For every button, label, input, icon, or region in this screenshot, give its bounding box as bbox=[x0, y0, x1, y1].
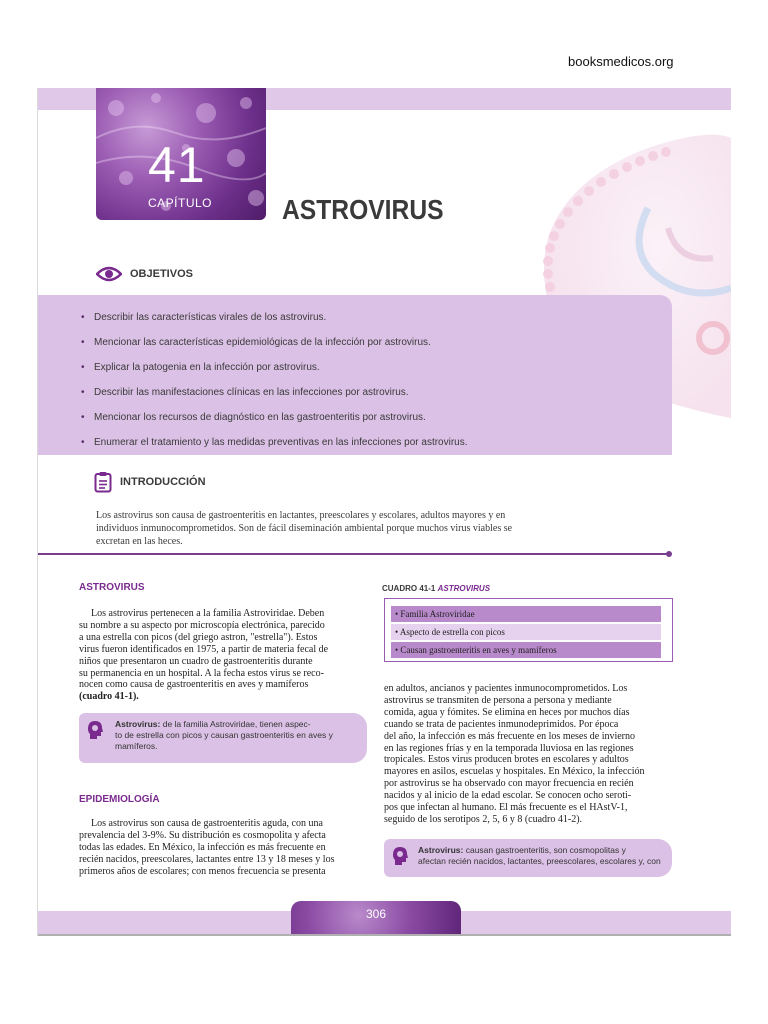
text-line: Los astrovirus pertenecen a la familia Astroviridae. Deben bbox=[91, 608, 325, 619]
text-line: nacidos y al inicio de la edad escolar. Se conocen ocho seroti- bbox=[384, 790, 632, 802]
note-line: mamíferos. bbox=[115, 741, 158, 751]
objetivo-item: • Mencionar las características epidemiológicas de la infección por astrovirus. bbox=[94, 330, 672, 355]
clipboard-icon bbox=[94, 471, 112, 493]
cuadro-table bbox=[384, 598, 673, 662]
note-lead: Astrovirus: bbox=[115, 719, 161, 729]
astrovirus-note bbox=[79, 713, 367, 763]
text-line: recién nacidos, preescolares, lactantes entre 13 y 18 meses y los bbox=[79, 853, 335, 865]
note-line-text: de la familia Astroviridae, tienen aspec- bbox=[162, 719, 311, 729]
objetivos-heading bbox=[96, 266, 193, 282]
chapter-number: 41 bbox=[148, 137, 206, 193]
objetivos-box bbox=[38, 295, 672, 455]
book-page bbox=[38, 88, 731, 936]
text-line: su permanencia en un hospital. A la fecha estos virus se reco- bbox=[79, 667, 324, 679]
note-lead: Astrovirus: bbox=[418, 845, 464, 855]
cuadro-name: ASTROVIRUS bbox=[437, 584, 491, 593]
epidemiologia-heading: EPIDEMIOLOGÍA bbox=[79, 794, 160, 805]
introduccion-label: INTRODUCCIÓN bbox=[120, 476, 206, 488]
objetivo-item: • Explicar la patogenia en la infección por astrovirus. bbox=[94, 355, 672, 380]
eye-icon bbox=[96, 266, 122, 282]
objetivo-item: • Describir las manifestaciones clínicas en las infecciones por astrovirus. bbox=[94, 380, 672, 405]
text-line: virus fueron identificados en 1975, a partir de materia fecal de bbox=[79, 643, 329, 655]
text-line: en las regiones frías y en la temporada lluviosa en las regiones bbox=[384, 742, 634, 754]
head-gear-icon bbox=[85, 719, 105, 741]
watermark-site[interactable]: booksmedicos.org bbox=[568, 54, 674, 69]
objetivo-item: • Mencionar los recursos de diagnóstico en las gastroenteritis por astrovirus. bbox=[94, 405, 672, 430]
note-line bbox=[418, 845, 668, 856]
introduccion-heading bbox=[94, 471, 206, 493]
objetivo-item: • Enumerar el tratamiento y las medidas preventivas en las infecciones por astrovirus. bbox=[94, 430, 672, 455]
cuadro-title bbox=[382, 584, 490, 593]
head-gear-icon bbox=[390, 845, 410, 867]
text-line: tropicales. Estos virus producen brotes en escolares y adultos bbox=[384, 754, 629, 766]
introduccion-text bbox=[96, 509, 616, 548]
note-line bbox=[115, 719, 359, 730]
objetivos-label: OBJETIVOS bbox=[130, 268, 193, 280]
note-text bbox=[418, 845, 668, 867]
cuadro-row: • Causan gastroenteritis en aves y mamíferos bbox=[391, 642, 661, 658]
chapter-title: ASTROVIRUS bbox=[282, 194, 444, 225]
text-line: a una estrella con picos (del griego astron, "estrella"). Estos bbox=[79, 631, 318, 643]
text-line: prevalencia del 3-9%. Su distribución es cosmopolita y afecta bbox=[79, 829, 326, 841]
right-column-text bbox=[384, 683, 672, 826]
astrovirus-heading: ASTROVIRUS bbox=[79, 582, 145, 593]
text-line: cuando se trata de pacientes inmunodeprimidos. Por época bbox=[384, 718, 619, 730]
text-line: del año, la infección es más frecuente en los meses de invierno bbox=[384, 730, 636, 742]
intro-line: excretan en las heces. bbox=[96, 536, 183, 547]
page-number: 306 bbox=[365, 907, 387, 921]
note-line: afectan recién nacidos, lactantes, preescolares, escolares y, con bbox=[418, 856, 661, 866]
text-line: (cuadro 41-1). bbox=[79, 691, 139, 703]
epidemiologia-text bbox=[79, 818, 369, 878]
cuadro-row: • Familia Astroviridae bbox=[391, 606, 661, 622]
text-line: nocen como causa de gastroenteritis en aves y mamíferos bbox=[79, 679, 309, 691]
cuadro-number: CUADRO 41-1 bbox=[382, 584, 436, 593]
text-line: primeros años de escolares; con menos frecuencia se presenta bbox=[79, 865, 326, 877]
objetivo-item: • Describir las características virales de los astrovirus. bbox=[94, 305, 672, 330]
intro-line: Los astrovirus son causa de gastroenteritis en lactantes, preescolares y escolares, adultos mayores y en bbox=[96, 510, 506, 521]
text-line: niños que presentaron un cuadro de gastroenteritis durante bbox=[79, 655, 313, 667]
chapter-badge bbox=[96, 88, 266, 220]
page-bottom-edge bbox=[38, 934, 731, 936]
text-line: todas las edades. En México, la infección es más frecuente en bbox=[79, 841, 326, 853]
divider-dot bbox=[666, 551, 672, 557]
note-text bbox=[115, 719, 359, 752]
text-line: pos que infectan al humano. El más frecuente es el HAstV-1, bbox=[384, 802, 628, 814]
text-line: seguido de los serotipos 2, 5, 6 y 8 (cuadro 41-2). bbox=[384, 813, 583, 825]
text-line: astrovirus se transmiten de persona a persona y mediante bbox=[384, 694, 612, 706]
intro-line: individuos inmunocomprometidos. Son de fácil diseminación ambiental porque muchos virus viables se bbox=[96, 523, 513, 534]
text-line: Los astrovirus son causa de gastroenteritis aguda, con una bbox=[91, 818, 323, 829]
text-line: mayores en asilos, escuelas y hospitales. En México, la infección bbox=[384, 766, 645, 778]
chapter-label: CAPÍTULO bbox=[148, 196, 213, 210]
text-line: en adultos, ancianos y pacientes inmunocomprometidos. Los bbox=[384, 683, 628, 694]
astrovirus-text bbox=[79, 608, 369, 703]
epidemiologia-note bbox=[384, 839, 672, 877]
page-number-tab bbox=[291, 901, 461, 936]
text-line: por astrovirus se ha observado con mayor frecuencia en recién bbox=[384, 778, 634, 790]
objetivos-list bbox=[38, 295, 672, 455]
section-divider bbox=[38, 553, 668, 555]
note-line: to de estrella con picos y causan gastroenteritis en aves y bbox=[115, 730, 333, 740]
cuadro-row: • Aspecto de estrella con picos bbox=[391, 624, 661, 640]
text-line: comida, agua y fómites. Se elimina en heces por muchos días bbox=[384, 706, 630, 718]
note-line-text: causan gastroenteritis, son cosmopolitas y bbox=[465, 845, 626, 855]
text-line: su nombre a su aspecto por microscopía electrónica, parecido bbox=[79, 619, 325, 631]
